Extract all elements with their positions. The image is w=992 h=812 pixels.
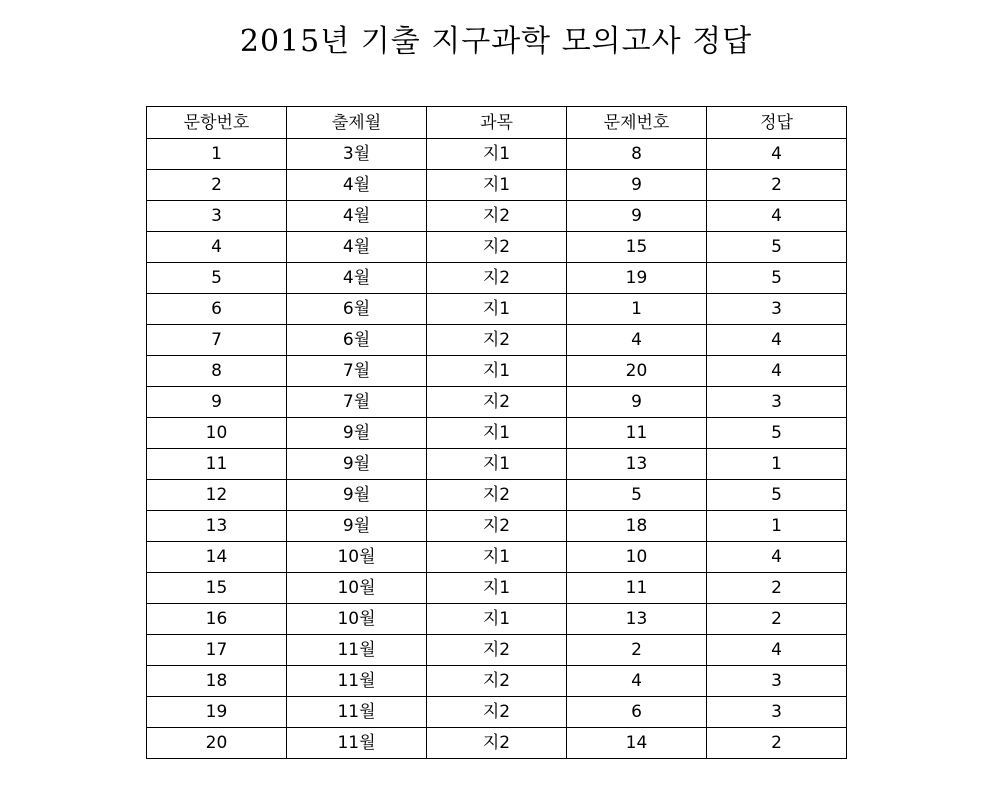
cell-answer: 2 xyxy=(707,728,847,759)
cell-question-number: 7 xyxy=(147,325,287,356)
cell-problem-number: 11 xyxy=(567,573,707,604)
cell-answer: 4 xyxy=(707,139,847,170)
table-row xyxy=(147,387,847,418)
cell-problem-number: 9 xyxy=(567,387,707,418)
cell-problem-number: 2 xyxy=(567,635,707,666)
table-row xyxy=(147,201,847,232)
cell-subject: 지2 xyxy=(427,635,567,666)
cell-problem-number: 20 xyxy=(567,356,707,387)
cell-answer: 5 xyxy=(707,480,847,511)
cell-subject: 지2 xyxy=(427,728,567,759)
cell-problem-number: 1 xyxy=(567,294,707,325)
header-question-number: 문항번호 xyxy=(147,107,287,139)
cell-exam-month: 11월 xyxy=(287,728,427,759)
table-row xyxy=(147,697,847,728)
cell-answer: 2 xyxy=(707,170,847,201)
cell-question-number: 18 xyxy=(147,666,287,697)
table-row xyxy=(147,604,847,635)
cell-question-number: 13 xyxy=(147,511,287,542)
cell-subject: 지2 xyxy=(427,325,567,356)
table-body xyxy=(147,139,847,759)
cell-exam-month: 9월 xyxy=(287,418,427,449)
table-row xyxy=(147,263,847,294)
cell-answer: 4 xyxy=(707,325,847,356)
cell-exam-month: 4월 xyxy=(287,201,427,232)
cell-question-number: 4 xyxy=(147,232,287,263)
table-row xyxy=(147,139,847,170)
cell-answer: 3 xyxy=(707,666,847,697)
cell-answer: 1 xyxy=(707,511,847,542)
cell-exam-month: 11월 xyxy=(287,635,427,666)
table-row xyxy=(147,635,847,666)
cell-problem-number: 10 xyxy=(567,542,707,573)
cell-subject: 지1 xyxy=(427,418,567,449)
cell-exam-month: 11월 xyxy=(287,666,427,697)
cell-problem-number: 4 xyxy=(567,325,707,356)
cell-question-number: 3 xyxy=(147,201,287,232)
header-answer: 정답 xyxy=(707,107,847,139)
cell-problem-number: 13 xyxy=(567,604,707,635)
table-row xyxy=(147,542,847,573)
cell-subject: 지1 xyxy=(427,542,567,573)
cell-problem-number: 15 xyxy=(567,232,707,263)
cell-exam-month: 3월 xyxy=(287,139,427,170)
cell-answer: 4 xyxy=(707,635,847,666)
cell-exam-month: 9월 xyxy=(287,480,427,511)
cell-question-number: 8 xyxy=(147,356,287,387)
table-row xyxy=(147,170,847,201)
cell-subject: 지1 xyxy=(427,356,567,387)
cell-question-number: 9 xyxy=(147,387,287,418)
cell-exam-month: 10월 xyxy=(287,573,427,604)
cell-subject: 지2 xyxy=(427,480,567,511)
cell-problem-number: 19 xyxy=(567,263,707,294)
cell-exam-month: 9월 xyxy=(287,449,427,480)
cell-subject: 지2 xyxy=(427,263,567,294)
cell-problem-number: 9 xyxy=(567,201,707,232)
cell-answer: 5 xyxy=(707,232,847,263)
cell-question-number: 14 xyxy=(147,542,287,573)
cell-question-number: 1 xyxy=(147,139,287,170)
cell-answer: 4 xyxy=(707,542,847,573)
cell-answer: 3 xyxy=(707,697,847,728)
cell-problem-number: 13 xyxy=(567,449,707,480)
cell-exam-month: 4월 xyxy=(287,170,427,201)
cell-subject: 지2 xyxy=(427,666,567,697)
table-row xyxy=(147,728,847,759)
cell-answer: 4 xyxy=(707,356,847,387)
cell-question-number: 12 xyxy=(147,480,287,511)
table-header-row xyxy=(147,107,847,139)
cell-problem-number: 5 xyxy=(567,480,707,511)
cell-problem-number: 8 xyxy=(567,139,707,170)
page-title: 2015년 기출 지구과학 모의고사 정답 xyxy=(239,24,753,59)
cell-question-number: 10 xyxy=(147,418,287,449)
table-row xyxy=(147,511,847,542)
table-row xyxy=(147,418,847,449)
cell-problem-number: 4 xyxy=(567,666,707,697)
cell-exam-month: 6월 xyxy=(287,325,427,356)
cell-question-number: 5 xyxy=(147,263,287,294)
cell-answer: 5 xyxy=(707,418,847,449)
table-row xyxy=(147,666,847,697)
cell-exam-month: 11월 xyxy=(287,697,427,728)
cell-exam-month: 10월 xyxy=(287,542,427,573)
table-row xyxy=(147,356,847,387)
table-row xyxy=(147,449,847,480)
cell-problem-number: 14 xyxy=(567,728,707,759)
cell-subject: 지2 xyxy=(427,201,567,232)
cell-problem-number: 9 xyxy=(567,170,707,201)
cell-exam-month: 7월 xyxy=(287,356,427,387)
cell-subject: 지1 xyxy=(427,449,567,480)
cell-answer: 3 xyxy=(707,387,847,418)
header-exam-month: 출제월 xyxy=(287,107,427,139)
cell-answer: 1 xyxy=(707,449,847,480)
table-row xyxy=(147,480,847,511)
table-row xyxy=(147,232,847,263)
cell-question-number: 15 xyxy=(147,573,287,604)
cell-subject: 지1 xyxy=(427,604,567,635)
cell-problem-number: 6 xyxy=(567,697,707,728)
cell-subject: 지2 xyxy=(427,387,567,418)
cell-question-number: 20 xyxy=(147,728,287,759)
cell-exam-month: 10월 xyxy=(287,604,427,635)
table-row xyxy=(147,294,847,325)
cell-problem-number: 11 xyxy=(567,418,707,449)
table-row xyxy=(147,573,847,604)
table-row xyxy=(147,325,847,356)
cell-answer: 2 xyxy=(707,573,847,604)
cell-subject: 지2 xyxy=(427,511,567,542)
cell-answer: 3 xyxy=(707,294,847,325)
cell-answer: 5 xyxy=(707,263,847,294)
cell-subject: 지2 xyxy=(427,697,567,728)
header-subject: 과목 xyxy=(427,107,567,139)
answer-table xyxy=(146,106,847,759)
header-problem-number: 문제번호 xyxy=(567,107,707,139)
cell-question-number: 6 xyxy=(147,294,287,325)
cell-subject: 지2 xyxy=(427,232,567,263)
cell-exam-month: 7월 xyxy=(287,387,427,418)
cell-exam-month: 9월 xyxy=(287,511,427,542)
cell-question-number: 17 xyxy=(147,635,287,666)
cell-answer: 4 xyxy=(707,201,847,232)
cell-question-number: 16 xyxy=(147,604,287,635)
cell-subject: 지1 xyxy=(427,170,567,201)
cell-question-number: 2 xyxy=(147,170,287,201)
cell-question-number: 11 xyxy=(147,449,287,480)
cell-answer: 2 xyxy=(707,604,847,635)
cell-subject: 지1 xyxy=(427,573,567,604)
cell-exam-month: 4월 xyxy=(287,263,427,294)
cell-problem-number: 18 xyxy=(567,511,707,542)
cell-question-number: 19 xyxy=(147,697,287,728)
cell-exam-month: 4월 xyxy=(287,232,427,263)
cell-exam-month: 6월 xyxy=(287,294,427,325)
cell-subject: 지1 xyxy=(427,139,567,170)
cell-subject: 지1 xyxy=(427,294,567,325)
